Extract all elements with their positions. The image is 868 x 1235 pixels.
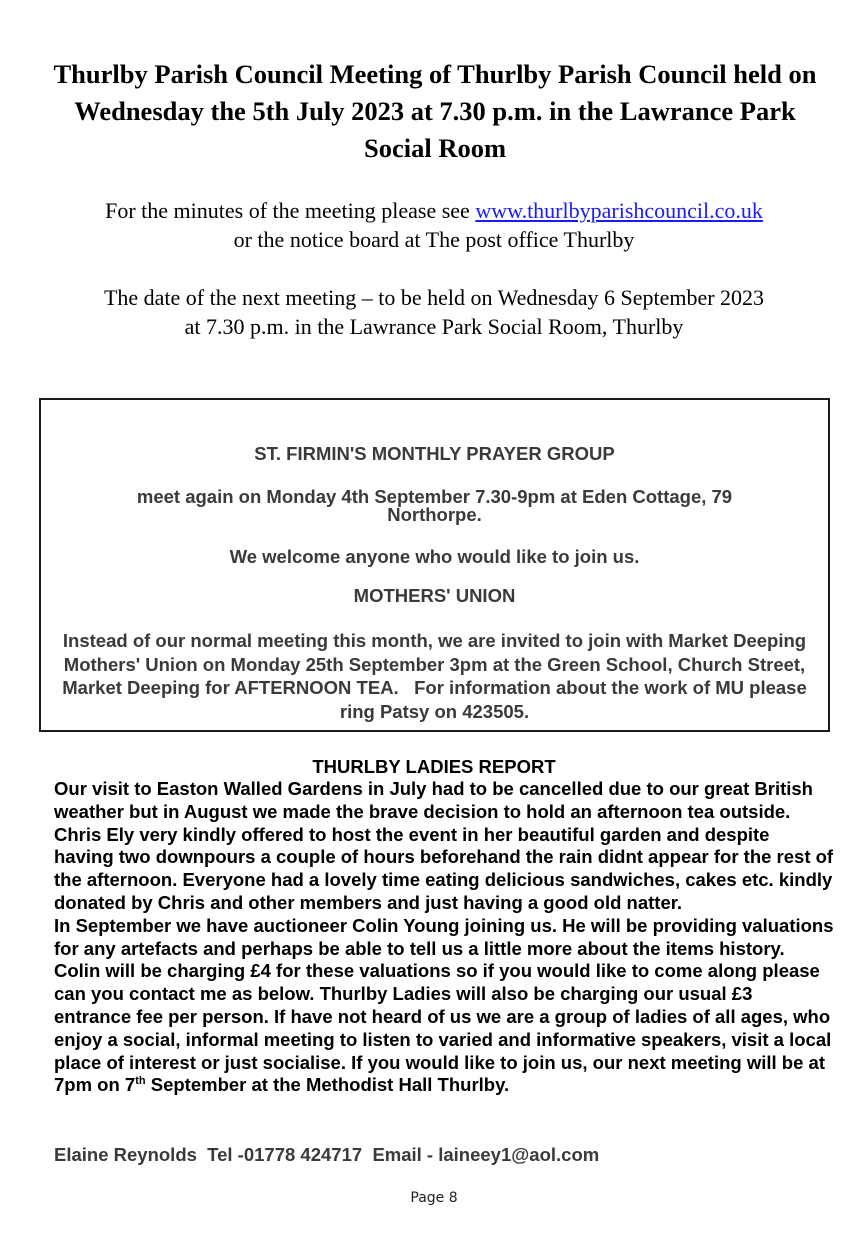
next-meeting-info xyxy=(30,283,838,341)
ladies-report-heading: THURLBY LADIES REPORT xyxy=(312,756,556,777)
minutes-suffix: or the notice board at The post office Thurlby xyxy=(233,227,635,252)
ladies-report-paragraph-2: In September we have auctioneer Colin Young joining us. He will be providing valuations for any artefacts and perhaps be able to tell us a little more about the items history. Colin will be charging £4 for these valuations so if you would like to come along please can you contact me as below. Thurlby Ladies will also be charging our usual £3 entrance fee per person. If have not heard of us we are a group of ladies of all ages, who enjoy a social, informal meeting to listen to varied and informative speakers, visit a local place of interest or just socialise. If you would like to join us, our next meeting will be at 7pm on 7 xyxy=(54,914,834,1096)
ladies-report-body xyxy=(54,778,834,1097)
ladies-report-paragraph-2-end: September at the Methodist Hall Thurlby. xyxy=(145,1074,510,1096)
page-number: Page 8 xyxy=(410,1190,458,1206)
prayer-group-details xyxy=(41,488,828,524)
next-meeting-line-2: at 7.30 p.m. in the Lawrance Park Social Room, Thurlby xyxy=(184,314,684,339)
prayer-details-line-2: Northorpe. xyxy=(387,504,482,525)
prayer-details-line-1: meet again on Monday 4th September 7.30-9pm at Eden Cottage, 79 xyxy=(136,486,733,507)
minutes-info xyxy=(30,196,838,254)
church-notices-box xyxy=(39,398,830,732)
contact-details: Elaine Reynolds Tel -01778 424717 Email - laineey1@aol.com xyxy=(54,1144,600,1165)
minutes-prefix: For the minutes of the meeting please see xyxy=(105,198,476,223)
mothers-union-heading: MOTHERS' UNION xyxy=(353,585,516,606)
ordinal-superscript: th xyxy=(135,1075,146,1088)
ladies-report-paragraph-1: Our visit to Easton Walled Gardens in July had to be cancelled due to our great British weather but in August we made the brave decision to hold an afternoon tea outside. Chris Ely very kindly offered to host the event in her beautiful garden and despite having two downpours a couple of hours beforehand the rain didnt appear for the rest of the afternoon. Everyone had a lovely time eating delicious sandwiches, cakes etc. kindly donated by Chris and other members and just having a good old natter. xyxy=(54,778,834,913)
prayer-group-heading: ST. FIRMIN'S MONTHLY PRAYER GROUP xyxy=(254,443,615,464)
prayer-group-welcome: We welcome anyone who would like to join us. xyxy=(229,546,640,567)
next-meeting-line-1: The date of the next meeting – to be held on Wednesday 6 September 2023 xyxy=(103,285,765,310)
meeting-title: Thurlby Parish Council Meeting of Thurlby Parish Council held on Wednesday the 5th July 2023 at 7.30 p.m. in the Lawrance Park Social Room xyxy=(53,59,817,163)
mothers-union-body: Instead of our normal meeting this month, we are invited to join with Market Deeping Mothers' Union on Monday 25th September 3pm at the Green School, Church Street, Market Deeping for AFTERNOON TEA. For information about the work of MU please ring Patsy on 423505. xyxy=(62,630,807,722)
council-website-link[interactable]: www.thurlbyparishcouncil.co.uk xyxy=(475,198,763,223)
